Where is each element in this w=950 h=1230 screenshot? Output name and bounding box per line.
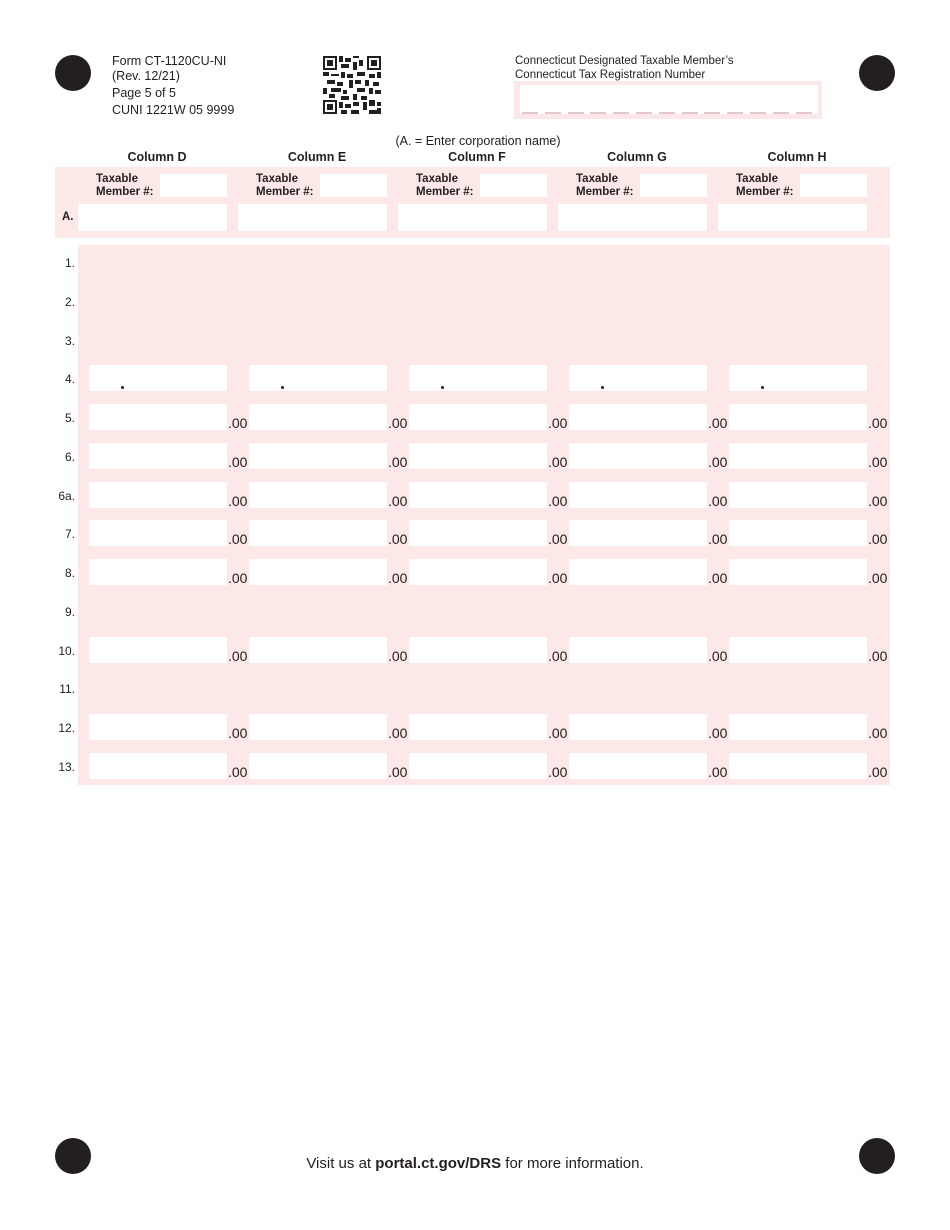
digit-guide [704,112,720,114]
line-label: 2. [64,294,75,309]
cents-suffix: .00 [868,647,888,664]
line-12-input-g[interactable] [569,714,707,740]
form-name: Form CT-1120CU-NI [112,54,227,68]
taxable-member-label-line2: Member #: [576,186,634,198]
line-5-input-f[interactable] [409,404,547,430]
digit-guide [522,112,538,114]
line-label: 7. [64,527,75,542]
line-7-input-g[interactable] [569,520,707,546]
cents-suffix: .00 [548,492,568,509]
line-13-input-d[interactable] [89,753,227,779]
line-6-input-g[interactable] [569,443,707,469]
cents-suffix: .00 [388,531,408,548]
taxable-member-input-g[interactable] [640,174,707,197]
line-6-input-h[interactable] [729,443,867,469]
form-revision: (Rev. 12/21) [112,69,180,83]
registration-number-label [515,54,734,82]
form-info [112,54,234,118]
cents-suffix: .00 [228,531,248,548]
line-4-input-h[interactable] [729,365,867,391]
line-8-input-f[interactable] [409,559,547,585]
cents-suffix: .00 [228,725,248,741]
line-8-input-e[interactable] [249,559,387,585]
cents-suffix: .00 [868,570,888,586]
taxable-member-label-line2: Member #: [736,186,794,198]
taxable-member-input-d[interactable] [160,174,227,197]
registration-mark-top-right [859,55,895,91]
taxable-member-label-g [576,173,634,199]
page-number: Page 5 of 5 [112,86,176,100]
footer-note [0,1155,950,1172]
taxable-member-label-line1: Taxable [576,173,618,185]
line-6a-input-g[interactable] [569,482,707,508]
digit-guide [682,112,698,114]
cents-suffix: .00 [708,492,728,509]
line-7-input-e[interactable] [249,520,387,546]
column-header-e: Column E [287,150,347,164]
line-label: 6. [64,449,75,464]
line-8-input-g[interactable] [569,559,707,585]
cents-suffix: .00 [548,531,568,548]
cents-suffix: .00 [228,570,248,586]
digit-guide [568,112,584,114]
line-label: 10. [58,643,75,658]
digit-guide [727,112,743,114]
cents-suffix: .00 [228,453,248,470]
line-12-input-h[interactable] [729,714,867,740]
line-13-input-f[interactable] [409,753,547,779]
corporation-name-input-e[interactable] [238,204,387,231]
line-10-input-e[interactable] [249,637,387,663]
cents-suffix: .00 [388,492,408,509]
cents-suffix: .00 [868,725,888,741]
line-10-input-h[interactable] [729,637,867,663]
taxable-member-label-line2: Member #: [96,186,154,198]
cents-suffix: .00 [708,415,728,431]
registration-mark-top-left [55,55,91,91]
taxable-member-label-h [736,173,794,199]
taxable-member-label-line1: Taxable [736,173,778,185]
footer-suffix: for more information. [501,1155,644,1172]
line-8-input-d[interactable] [89,559,227,585]
cents-suffix: .00 [388,570,408,586]
corporation-name-input-f[interactable] [398,204,547,231]
cents-suffix: .00 [388,415,408,431]
line-10-input-d[interactable] [89,637,227,663]
column-header-d: Column D [127,150,187,164]
footer-link[interactable]: portal.ct.gov/DRS [375,1155,502,1172]
line-label: 12. [58,721,75,735]
registration-label-line1: Connecticut Designated Taxable Member’s [515,55,734,67]
cents-suffix: .00 [868,415,888,431]
cents-suffix: .00 [388,725,408,741]
taxable-member-input-e[interactable] [320,174,387,197]
line-5-input-h[interactable] [729,404,867,430]
line-12-input-d[interactable] [89,714,227,740]
line-6-input-d[interactable] [89,443,227,469]
line-7-input-f[interactable] [409,520,547,546]
corporation-name-input-d[interactable] [78,204,227,231]
line-6-input-f[interactable] [409,443,547,469]
cents-suffix: .00 [228,415,248,431]
registration-number-input[interactable] [520,85,818,114]
taxable-member-label-f [416,173,474,199]
cents-suffix: .00 [868,763,888,780]
cents-suffix: .00 [708,453,728,470]
registration-label-line2: Connecticut Tax Registration Number [515,69,706,81]
taxable-member-label-line2: Member #: [416,186,474,198]
line-12-input-e[interactable] [249,714,387,740]
line-10-input-g[interactable] [569,637,707,663]
corporation-name-input-h[interactable] [718,204,867,231]
cents-suffix: .00 [868,531,888,548]
line-5-input-e[interactable] [249,404,387,430]
cents-suffix: .00 [548,763,568,780]
line-label: 8. [64,566,75,580]
qr-code-icon [323,56,381,114]
line-13-input-e[interactable] [249,753,387,779]
cents-suffix: .00 [548,647,568,664]
cents-suffix: .00 [868,492,888,509]
cents-suffix: .00 [388,647,408,664]
line-5-input-g[interactable] [569,404,707,430]
corporation-name-note: (A. = Enter corporation name) [395,134,561,148]
line-4-input-e[interactable] [249,365,387,391]
cents-suffix: .00 [388,453,408,470]
line-6-input-e[interactable] [249,443,387,469]
cents-suffix: .00 [708,531,728,548]
line-13-input-g[interactable] [569,753,707,779]
cents-suffix: .00 [708,647,728,664]
digit-guide [750,112,766,114]
line-label: 3. [64,333,75,348]
line-7-input-h[interactable] [729,520,867,546]
line-label: 9. [64,604,75,619]
taxable-member-label-e [256,173,314,199]
column-header-g: Column G [607,150,667,164]
line-12-input-f[interactable] [409,714,547,740]
form-code: CUNI 1221W 05 9999 [112,103,235,117]
line-6a-input-f[interactable] [409,482,547,508]
digit-guide [613,112,629,114]
digit-guide [659,112,675,114]
cents-suffix: .00 [548,415,568,431]
row-a-label: A. [62,211,74,223]
cents-suffix: .00 [708,725,728,741]
line-6a-input-e[interactable] [249,482,387,508]
cents-suffix: .00 [708,570,728,586]
footer-prefix: Visit us at [306,1155,376,1172]
taxable-member-label-line1: Taxable [96,173,138,185]
line-4-input-d[interactable] [89,365,227,391]
line-7-input-d[interactable] [89,520,227,546]
line-8-input-h[interactable] [729,559,867,585]
line-5-input-d[interactable] [89,404,227,430]
line-10-input-f[interactable] [409,637,547,663]
line-label: 5. [64,411,75,425]
lines-band [78,245,890,785]
line-4-input-g[interactable] [569,365,707,391]
column-header-f: Column F [448,150,506,164]
line-6a-input-h[interactable] [729,482,867,508]
taxable-member-label-line1: Taxable [416,173,458,185]
line-label: 1. [64,256,75,270]
taxable-member-input-h[interactable] [800,174,867,197]
cents-suffix: .00 [708,763,728,780]
corporation-name-input-g[interactable] [558,204,707,231]
cents-suffix: .00 [228,763,248,780]
column-header-h: Column H [767,150,827,164]
line-label: 11. [59,682,75,697]
cents-suffix: .00 [548,570,568,586]
cents-suffix: .00 [548,453,568,470]
cents-suffix: .00 [388,763,408,780]
taxable-member-label-line2: Member #: [256,186,314,198]
taxable-member-label-d [96,173,154,199]
cents-suffix: .00 [548,725,568,741]
line-label: 4. [64,372,75,387]
digit-guide [545,112,561,114]
taxable-member-label-line1: Taxable [256,173,298,185]
taxable-member-input-f[interactable] [480,174,547,197]
line-label: 6a. [58,488,75,503]
digit-guide [636,112,652,114]
line-6a-input-d[interactable] [89,482,227,508]
line-4-input-f[interactable] [409,365,547,391]
cents-suffix: .00 [868,453,888,470]
digit-guide [590,112,606,114]
cents-suffix: .00 [228,492,248,509]
digit-guide [796,112,812,114]
cents-suffix: .00 [228,647,248,664]
line-label: 13. [58,759,75,774]
line-13-input-h[interactable] [729,753,867,779]
digit-guide [773,112,789,114]
